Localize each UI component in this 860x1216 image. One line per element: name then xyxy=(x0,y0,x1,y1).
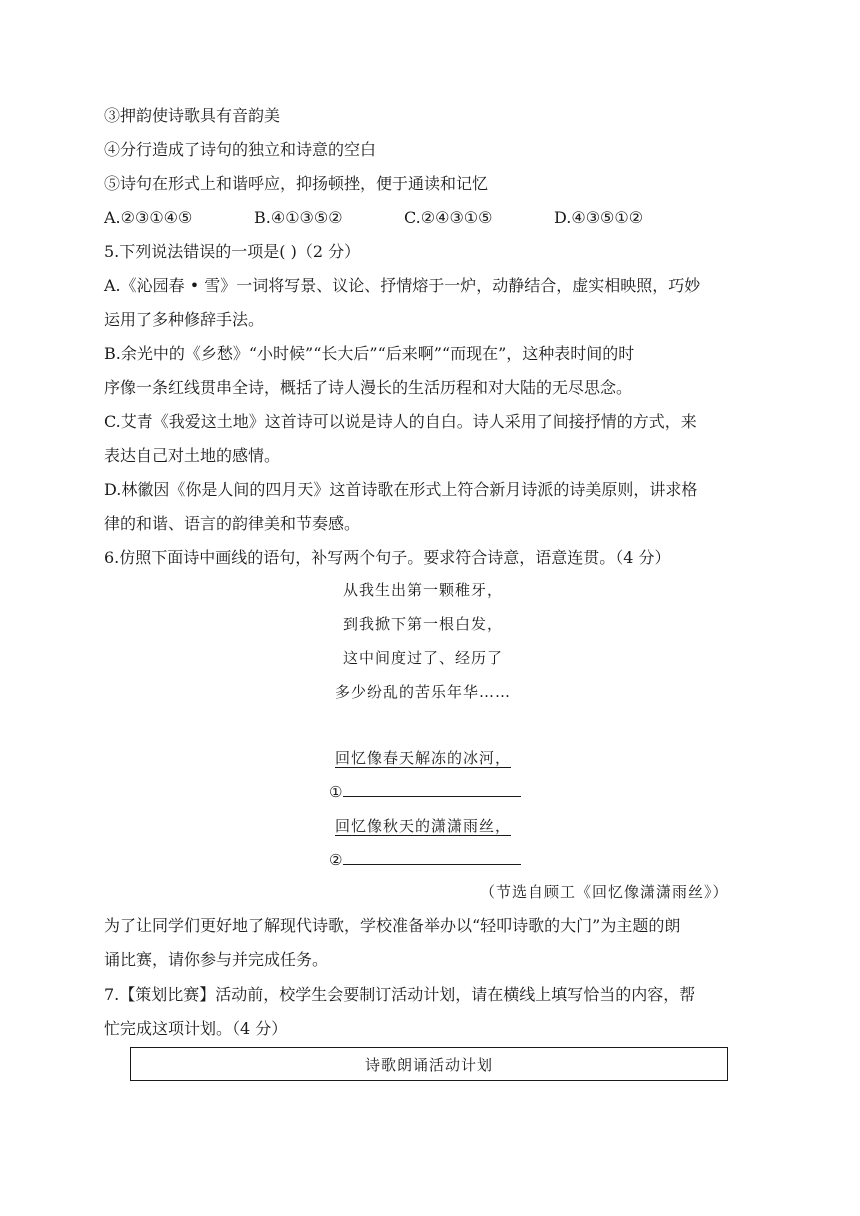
blank-2-line[interactable] xyxy=(343,850,521,865)
poem-underlined-line-2: 回忆像秋天的潇潇雨丝， xyxy=(335,817,512,835)
q5-choice-c-line2: 表达自己对土地的感情。 xyxy=(104,446,281,465)
blank-2-number: ② xyxy=(329,851,344,869)
q5-choice-a-line2: 运用了多种修辞手法。 xyxy=(104,310,265,329)
poem-line-4: 多少纷乱的苦乐年华…… xyxy=(335,683,512,701)
poem-blank-2 xyxy=(329,850,521,870)
option-a: A.②③①④⑤ xyxy=(104,208,193,227)
intro-line-2: 诵比赛，请你参与并完成任务。 xyxy=(104,950,329,969)
poem-line-3: 这中间度过了、经历了 xyxy=(343,649,504,667)
q5-choice-d-line2: 律的和谐、语言的韵律美和节奏感。 xyxy=(104,514,361,533)
poem-underlined-line-1: 回忆像春天解冻的冰河， xyxy=(335,749,512,767)
q5-choice-c-line1: C.艾青《我爱这土地》这首诗可以说是诗人的自白。诗人采用了间接抒情的方式，来 xyxy=(104,412,697,431)
poem-line-1: 从我生出第一颗稚牙， xyxy=(343,581,504,599)
question-6: 6.仿照下面诗中画线的语句，补写两个句子。要求符合诗意，语意连贯。（4 分） xyxy=(104,548,671,567)
blank-1-number: ① xyxy=(329,783,344,801)
plan-table xyxy=(130,1047,728,1081)
question-7-line1: 7.【策划比赛】活动前，校学生会要制订活动计划，请在横线上填写恰当的内容，帮 xyxy=(104,985,696,1004)
plan-table-title: 诗歌朗诵活动计划 xyxy=(364,1056,493,1074)
poem-line-2: 到我掀下第一根白发， xyxy=(343,615,504,633)
option-c: C.②④③①⑤ xyxy=(404,208,493,227)
statement-3: ③押韵使诗歌具有音韵美 xyxy=(104,106,281,125)
question-5: 5.下列说法错误的一项是( )（2 分） xyxy=(104,242,361,261)
q5-choice-a-line1: A.《沁园春 • 雪》一词将写景、议论、抒情熔于一炉，动静结合，虚实相映照，巧妙 xyxy=(104,276,701,295)
answer-options xyxy=(104,208,643,228)
q5-choice-b-line2: 序像一条红线贯串全诗，概括了诗人漫长的生活历程和对大陆的无尽思念。 xyxy=(104,378,633,397)
poem-blank-1 xyxy=(329,782,521,802)
statement-4: ④分行造成了诗句的独立和诗意的空白 xyxy=(104,140,377,159)
intro-line-1: 为了让同学们更好地了解现代诗歌，学校准备举办以“轻叩诗歌的大门”为主题的朗 xyxy=(104,916,681,935)
q5-choice-d-line1: D.林徽因《你是人间的四月天》这首诗歌在形式上符合新月诗派的诗美原则，讲求格 xyxy=(104,480,698,499)
blank-1-line[interactable] xyxy=(343,782,521,797)
statement-5: ⑤诗句在形式上和谐呼应，抑扬顿挫，便于通读和记忆 xyxy=(104,174,489,193)
q5-choice-b-line1: B.余光中的《乡愁》“小时候”“长大后”“后来啊”“而现在”，这种表时间的时 xyxy=(104,344,635,363)
poem-source: （节选自顾工《回忆像潇潇雨丝》） xyxy=(480,883,729,901)
option-d: D.④③⑤①② xyxy=(554,208,644,227)
question-7-line2: 忙完成这项计划。（4 分） xyxy=(104,1019,288,1038)
option-b: B.④①③⑤② xyxy=(254,208,343,227)
